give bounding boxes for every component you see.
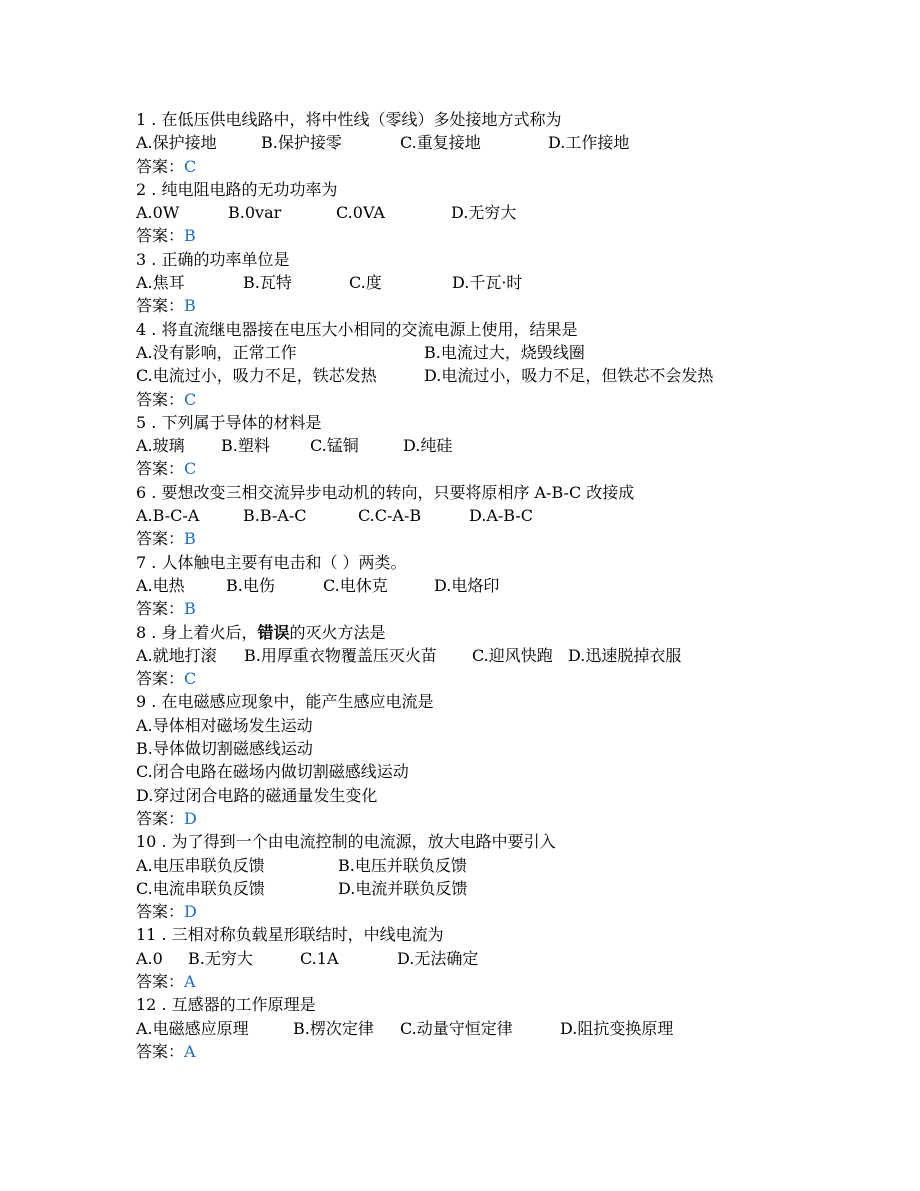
option: A.B-C-A bbox=[136, 506, 200, 526]
answer-line bbox=[136, 807, 896, 830]
option-row bbox=[136, 271, 896, 294]
answer-label: 答案： bbox=[136, 1041, 185, 1061]
question-stem bbox=[136, 621, 896, 644]
answer-label: 答案： bbox=[136, 156, 185, 176]
option: C.闭合电路在磁场内做切割磁感线运动 bbox=[136, 762, 409, 782]
answer-label: 答案： bbox=[136, 226, 185, 246]
option: B.塑料 bbox=[221, 436, 270, 456]
question-block bbox=[136, 551, 896, 621]
question-block bbox=[136, 318, 896, 411]
option: A.就地打滚 bbox=[136, 645, 217, 665]
question-stem: 1 . 在低压供电线路中，将中性线（零线）多处接地方式称为 bbox=[136, 110, 562, 129]
option: D.无穷大 bbox=[451, 203, 517, 223]
option: C.重复接地 bbox=[400, 133, 481, 153]
question-block bbox=[136, 621, 896, 691]
question-block bbox=[136, 993, 896, 1063]
option: B.0var bbox=[228, 203, 282, 223]
answer-line bbox=[136, 388, 896, 411]
answer-line bbox=[136, 224, 896, 247]
answer-value: C bbox=[184, 389, 197, 409]
answer-label: 答案： bbox=[136, 529, 185, 549]
answer-value: B bbox=[184, 226, 196, 246]
option-row bbox=[136, 131, 896, 154]
answer-value: B bbox=[184, 296, 196, 316]
option: C.电休克 bbox=[323, 575, 388, 595]
option: B.电流过大，烧毁线圈 bbox=[424, 342, 585, 362]
answer-line bbox=[136, 970, 896, 993]
question-block bbox=[136, 690, 896, 830]
question-stem: 7 . 人体触电主要有电击和（ ）两类。 bbox=[136, 552, 407, 572]
option-row bbox=[136, 504, 896, 527]
option: A.电磁感应原理 bbox=[136, 1018, 249, 1038]
option: D.穿过闭合电路的磁通量发生变化 bbox=[136, 785, 378, 805]
answer-line bbox=[136, 155, 896, 178]
option-row bbox=[136, 714, 896, 737]
option: C.1A bbox=[300, 948, 339, 968]
option: A.0W bbox=[136, 203, 180, 223]
question-stem: 11 . 三相对称负载星形联结时，中线电流为 bbox=[136, 925, 444, 945]
option: D.工作接地 bbox=[548, 133, 630, 153]
option-row bbox=[136, 644, 896, 667]
option-row bbox=[136, 201, 896, 224]
option: B.楞次定律 bbox=[293, 1018, 374, 1038]
option: D.无法确定 bbox=[397, 948, 479, 968]
answer-value: C bbox=[184, 156, 197, 176]
answer-value: D bbox=[184, 902, 197, 922]
document-body bbox=[136, 108, 896, 1063]
option-row bbox=[136, 760, 896, 783]
option: D.电流并联负反馈 bbox=[338, 878, 468, 898]
option-row bbox=[136, 784, 896, 807]
answer-value: C bbox=[184, 459, 197, 479]
answer-line bbox=[136, 667, 896, 690]
option-row bbox=[136, 1017, 896, 1040]
option: C.电流过小，吸力不足，铁芯发热 bbox=[136, 366, 377, 386]
question-stem: 6 . 要想改变三相交流异步电动机的转向，只要将原相序 A-B-C 改接成 bbox=[136, 482, 635, 502]
option: D.阻抗变换原理 bbox=[560, 1018, 674, 1038]
question-stem: 2 . 纯电阻电路的无功功率为 bbox=[136, 179, 338, 199]
option: A.导体相对磁场发生运动 bbox=[136, 715, 313, 735]
answer-label: 答案： bbox=[136, 971, 185, 991]
option: C.电流串联负反馈 bbox=[136, 878, 265, 898]
option: C.C-A-B bbox=[358, 506, 422, 526]
answer-label: 答案： bbox=[136, 296, 185, 316]
option-row bbox=[136, 364, 896, 387]
answer-value: C bbox=[184, 669, 197, 689]
option: D.千瓦·时 bbox=[452, 273, 523, 293]
answer-line bbox=[136, 527, 896, 550]
question-block bbox=[136, 481, 896, 551]
answer-value: B bbox=[184, 599, 196, 619]
answer-label: 答案： bbox=[136, 389, 185, 409]
answer-value: A bbox=[184, 1041, 196, 1061]
option: A.玻璃 bbox=[136, 436, 185, 456]
option-row bbox=[136, 737, 896, 760]
option: B.用厚重衣物覆盖压灭火苗 bbox=[244, 645, 437, 665]
question-stem: 9 . 在电磁感应现象中，能产生感应电流是 bbox=[136, 692, 434, 712]
answer-line bbox=[136, 900, 896, 923]
option: B.电压并联负反馈 bbox=[338, 855, 467, 875]
question-stem: 5 . 下列属于导体的材料是 bbox=[136, 412, 322, 432]
option: C.度 bbox=[349, 273, 382, 293]
answer-value: D bbox=[184, 808, 197, 828]
option: D.电流过小，吸力不足，但铁芯不会发热 bbox=[424, 366, 714, 386]
question-block bbox=[136, 248, 896, 318]
option: C.迎风快跑 bbox=[472, 645, 553, 665]
question-stem: 12 . 互感器的工作原理是 bbox=[136, 995, 316, 1015]
question-block bbox=[136, 108, 896, 178]
question-block bbox=[136, 830, 896, 923]
answer-label: 答案： bbox=[136, 599, 185, 619]
option: D.纯硅 bbox=[403, 436, 453, 456]
answer-line bbox=[136, 1040, 896, 1063]
option-row bbox=[136, 854, 896, 877]
answer-value: B bbox=[184, 529, 196, 549]
question-stem: 4 . 将直流继电器接在电压大小相同的交流电源上使用，结果是 bbox=[136, 319, 578, 339]
stem-emphasis: 错误 bbox=[257, 622, 290, 642]
stem-text: 8 . 身上着火后， bbox=[136, 622, 258, 642]
option-row bbox=[136, 877, 896, 900]
question-block bbox=[136, 923, 896, 993]
option: B.瓦特 bbox=[243, 273, 292, 293]
question-stem: 10 . 为了得到一个由电流控制的电流源，放大电路中要引入 bbox=[136, 832, 556, 852]
option: C.动量守恒定律 bbox=[400, 1018, 513, 1038]
option-row bbox=[136, 434, 896, 457]
option: A.电热 bbox=[136, 575, 185, 595]
option: A.保护接地 bbox=[136, 133, 217, 153]
answer-line bbox=[136, 597, 896, 620]
option: B.无穷大 bbox=[188, 948, 253, 968]
answer-value: A bbox=[184, 971, 196, 991]
option: A.0 bbox=[136, 948, 163, 968]
question-block bbox=[136, 178, 896, 248]
question-stem: 3 . 正确的功率单位是 bbox=[136, 249, 290, 269]
stem-text: 的灭火方法是 bbox=[289, 622, 386, 642]
option: D.电烙印 bbox=[434, 575, 500, 595]
option: A.没有影响，正常工作 bbox=[136, 342, 297, 362]
option-row bbox=[136, 574, 896, 597]
question-block bbox=[136, 411, 896, 481]
option: D.迅速脱掉衣服 bbox=[568, 645, 682, 665]
answer-label: 答案： bbox=[136, 669, 185, 689]
answer-label: 答案： bbox=[136, 808, 185, 828]
answer-label: 答案： bbox=[136, 459, 185, 479]
option: B.电伤 bbox=[226, 575, 275, 595]
option-row bbox=[136, 947, 896, 970]
answer-line bbox=[136, 457, 896, 480]
option: C.0VA bbox=[336, 203, 385, 223]
option: A.焦耳 bbox=[136, 273, 185, 293]
option-row bbox=[136, 341, 896, 364]
answer-label: 答案： bbox=[136, 902, 185, 922]
option: B.B-A-C bbox=[243, 506, 307, 526]
option: A.电压串联负反馈 bbox=[136, 855, 265, 875]
option: C.锰铜 bbox=[310, 436, 359, 456]
option: B.导体做切割磁感线运动 bbox=[136, 739, 313, 759]
option: B.保护接零 bbox=[261, 133, 342, 153]
answer-line bbox=[136, 294, 896, 317]
option: D.A-B-C bbox=[469, 506, 534, 526]
